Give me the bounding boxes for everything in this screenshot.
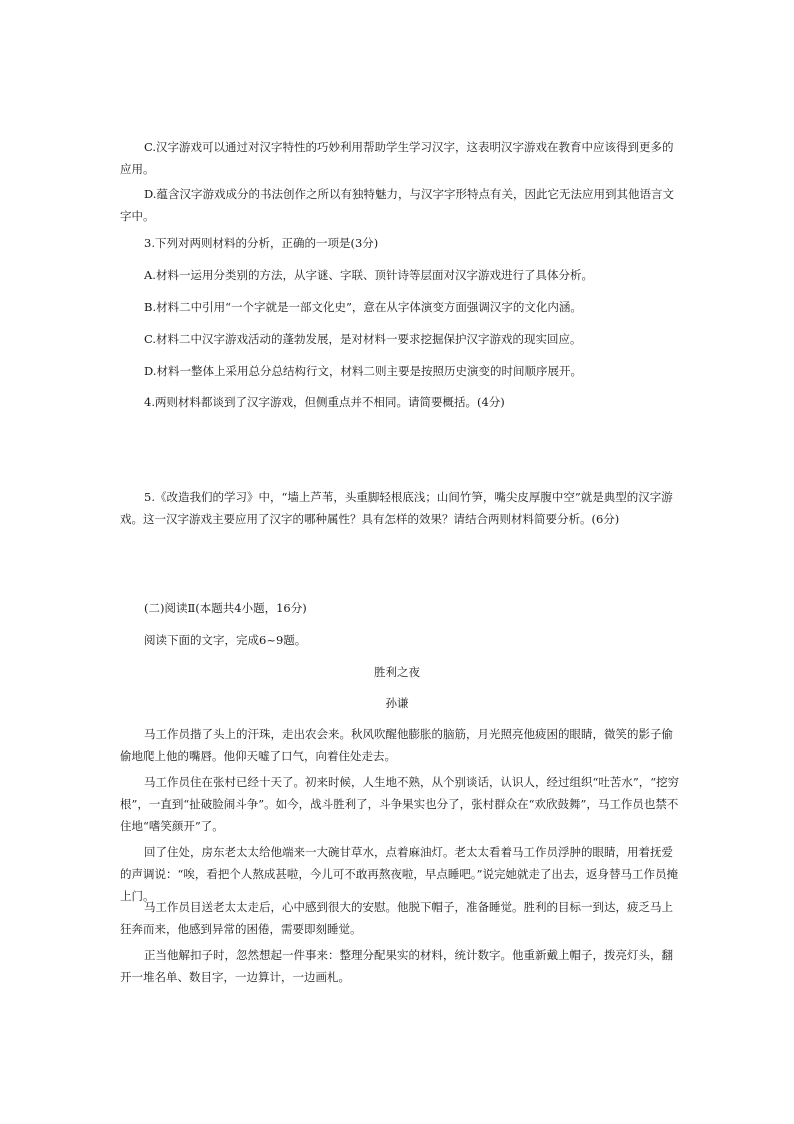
story-paragraph-3: 回了住处，房东老太太给他端来一大碗甘草水，点着麻油灯。老太太看着马工作员浮肿的眼睛，用着抚爱的声调说：“唉，看把个人熬成甚啦，今儿可不敢再熬夜啦，早点睡吧。”说完她就走了出去，返身替马工作员掩上门。 [120, 845, 679, 903]
q5-answer-space [120, 532, 680, 592]
story-paragraph-2: 马工作员住在张村已经十天了。初来时候，人生地不熟，从个别谈话，认识人，经过组织“吐苦水”，“挖穷根”，一直到“扯破脸闹斗争”。如今，战斗胜利了，斗争果实也分了，张村群众在“欢欣鼓舞”，马工作员也禁不住地“嗜笑颜开”了。 [120, 775, 680, 833]
q3-option-c: C.材料二中汉字游戏活动的蓬勃发展，是对材料一要求挖掘保护汉字游戏的现实回应。 [144, 332, 582, 346]
q3-stem: 3.下列对两则材料的分析，正确的一项是(3分) [144, 236, 379, 250]
section2-heading: (二)阅读Ⅱ(本题共4小题，16分) [144, 601, 307, 615]
q2-option-c: C.汉字游戏可以通过对汉字特性的巧妙利用帮助学生学习汉字，这表明汉字游戏在教育中应该得到更多的应用。 [120, 140, 674, 176]
story-paragraph-4: 马工作员目送老太太走后，心中感到很大的安慰。他脱下帽子，准备睡觉。胜利的目标一到达，疲乏马上狂奔而来，他感到异常的困倦，需要即刻睡觉。 [120, 900, 673, 936]
q3-option-a: A.材料一运用分类别的方法，从字谜、字联、顶针诗等层面对汉字游戏进行了具体分析。 [144, 268, 593, 282]
q3-option-d: D.材料一整体上采用总分总结构行文，材料二则主要是按照历史演变的时间顺序展开。 [144, 364, 582, 378]
q4-stem: 4.两则材料都谈到了汉字游戏，但侧重点并不相同。请简要概括。(4分) [144, 395, 505, 409]
story-title: 胜利之夜 [374, 665, 420, 679]
story-paragraph-5: 正当他解扣子时，忽然想起一件事来：整理分配果实的材料，统计数字。他重新戴上帽子，拨亮灯头，翻开一堆名单、数目字，一边算计，一边画札。 [120, 948, 673, 984]
story-author: 孙谦 [385, 696, 409, 710]
q3-option-b: B.材料二中引用“一个字就是一部文化史”，意在从字体演变方面强调汉字的文化内涵。 [144, 300, 582, 314]
q2-option-d: D.蕴含汉字游戏成分的书法创作之所以有独特魅力，与汉字字形特点有关，因此它无法应用到其他语言文字中。 [120, 187, 674, 223]
q5-stem: 5.《改造我们的学习》中，“墙上芦苇，头重脚轻根底浅；山间竹笋，嘴尖皮厚腹中空”就是典型的汉字游戏。这一汉字游戏主要应用了汉字的哪种属性？具有怎样的效果？请结合两则材料简要分析。(6分) [120, 490, 673, 526]
story-paragraph-1: 马工作员揩了头上的汗珠，走出农会来。秋风吹醒他膨胀的脑筋，月光照亮他疲困的眼睛，微笑的影子偷偷地爬上他的嘴唇。他仰天嘘了口气，向着住处走去。 [120, 727, 673, 763]
q4-answer-space [120, 415, 680, 480]
section2-instruction: 阅读下面的文字，完成6~9题。 [144, 633, 307, 647]
